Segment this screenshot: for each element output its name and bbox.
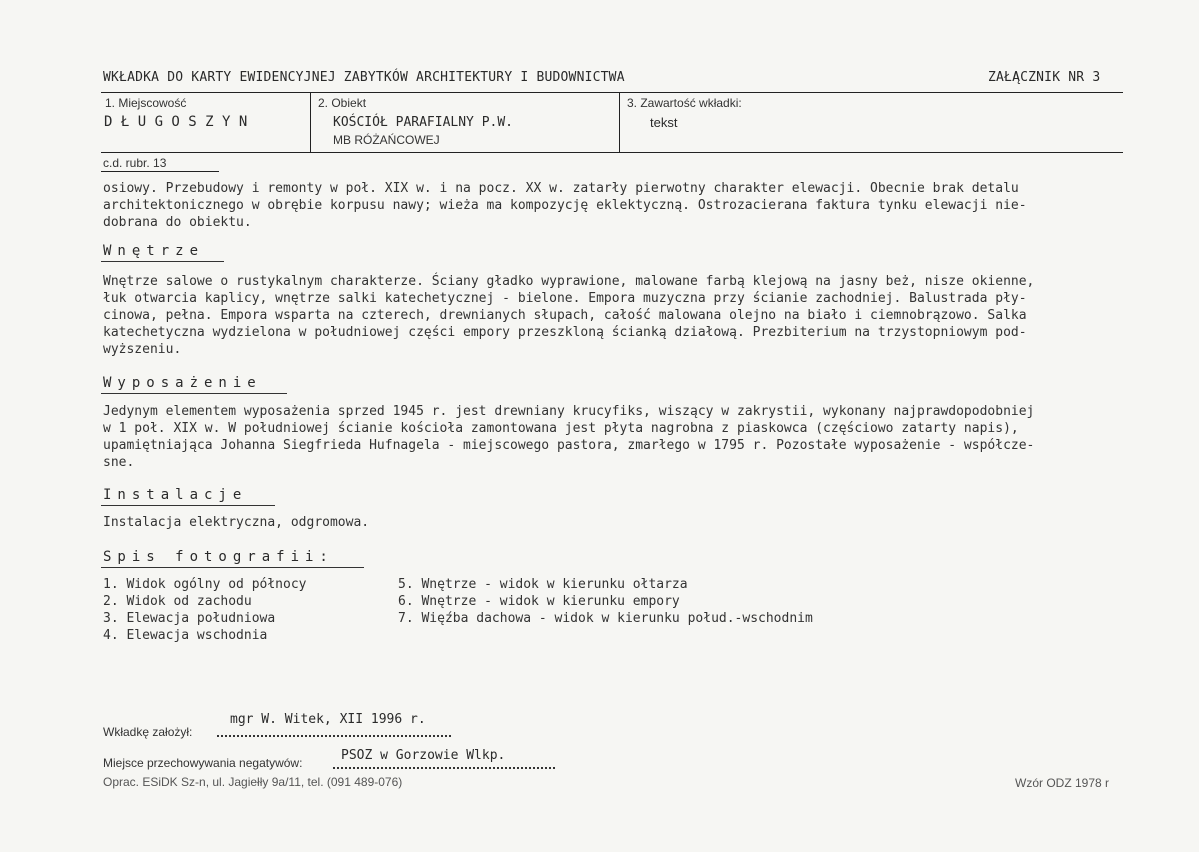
printer-note: Oprac. ESiDK Sz-n, ul. Jagiełły 9a/11, tel. (091 489-076) — [103, 775, 403, 789]
author-label: Wkładkę założył: — [103, 725, 193, 739]
section-title-installations: Instalacje — [103, 487, 248, 503]
equipment-line: w 1 poł. XIX w. W południowej ścianie kościoła zamontowana jest płyta nagrobna z piaskowca (częściowo zatarty napis), — [103, 421, 1019, 436]
interior-line: cinowa, pełna. Empora wsparta na czterech, drewnianych słupach, całość malowana olejno na biało i ciemnobrązowo. Salka — [103, 308, 1027, 323]
section-title-photos: Spis fotografii: — [103, 549, 334, 565]
continuation-underline — [101, 171, 219, 172]
section-underline — [101, 393, 287, 394]
object-label: 2. Obiekt — [318, 96, 367, 110]
header-rule — [101, 92, 1123, 93]
object-line-2: MB RÓŻAŃCOWEJ — [333, 133, 440, 147]
interior-line: katechetyczna wydzielona w południowej części empory przeszkloną ścianką działową. Prezbiterium na trzystopniowym pod- — [103, 325, 1027, 340]
section-underline — [101, 567, 364, 568]
equipment-line: Jedynym elementem wyposażenia sprzed 1945 r. jest drewniany krucyfiks, wiszący w zakrystii, wykonany najprawdopodobniej — [103, 404, 1035, 419]
photo-item: 5. Wnętrze - widok w kierunku ołtarza — [398, 577, 688, 592]
photo-item: 3. Elewacja południowa — [103, 611, 276, 626]
photo-item: 4. Elewacja wschodnia — [103, 628, 268, 643]
place-value: D Ł U G O S Z Y N — [104, 114, 248, 130]
document-title: WKŁADKA DO KARTY EWIDENCYJNEJ ZABYTKÓW ARCHITEKTURY I BUDOWNICTWA — [103, 70, 625, 85]
section-title-equipment: Wyposażenie — [103, 375, 262, 391]
photo-item: 1. Widok ogólny od północy — [103, 577, 307, 592]
equipment-line: upamiętniająca Johanna Siegfrieda Hufnagela - miejscowego pastora, zmarłego w 1795 r. Pozostałe wyposażenie - współcze- — [103, 438, 1035, 453]
interior-line: łuk otwarcia kaplicy, wnętrze salki katechetycznej - bielone. Empora muzyczna przy ścianie zachodniej. Balustrada pły- — [103, 291, 1027, 306]
storage-label: Miejsce przechowywania negatywów: — [103, 756, 303, 770]
section-underline — [101, 261, 224, 262]
storage-value: PSOZ w Gorzowie Wlkp. — [341, 748, 506, 763]
field-divider-1 — [310, 92, 311, 152]
intro-line: dobrana do obiektu. — [103, 215, 252, 230]
photo-item: 7. Więźba dachowa - widok w kierunku połud.-wschodnim — [398, 611, 813, 626]
annex-number: ZAŁĄCZNIK NR 3 — [988, 70, 1101, 85]
content-label: 3. Zawartość wkładki: — [627, 96, 742, 110]
fields-rule — [101, 152, 1123, 153]
intro-line: architektonicznego w obrębie korpusu nawy; wieża ma kompozycję eklektyczną. Ostrozacierana faktura tynku elewacji nie- — [103, 198, 1027, 213]
field-divider-2 — [619, 92, 620, 152]
content-value: tekst — [650, 115, 678, 130]
storage-dotted-line — [333, 767, 555, 769]
interior-line: wyższeniu. — [103, 342, 182, 357]
author-value: mgr W. Witek, XII 1996 r. — [230, 712, 426, 727]
template-note: Wzór ODZ 1978 r — [1015, 776, 1110, 790]
place-label: 1. Miejscowość — [105, 96, 187, 110]
interior-line: Wnętrze salowe o rustykalnym charakterze. Ściany gładko wyprawione, malowane farbą klejową na jasny beż, nisze okienne, — [103, 274, 1035, 289]
section-underline — [101, 505, 275, 506]
photo-item: 2. Widok od zachodu — [103, 594, 252, 609]
intro-line: osiowy. Przebudowy i remonty w poł. XIX w. i na pocz. XX w. zatarły pierwotny charakter elewacji. Obecnie brak detalu — [103, 181, 1019, 196]
photo-item: 6. Wnętrze - widok w kierunku empory — [398, 594, 680, 609]
installations-line: Instalacja elektryczna, odgromowa. — [103, 515, 370, 530]
object-line-1: KOŚCIÓŁ PARAFIALNY P.W. — [333, 115, 514, 130]
continuation-note: c.d. rubr. 13 — [103, 156, 167, 170]
author-dotted-line — [217, 735, 451, 737]
equipment-line: sne. — [103, 455, 135, 470]
section-title-interior: Wnętrze — [103, 243, 205, 259]
